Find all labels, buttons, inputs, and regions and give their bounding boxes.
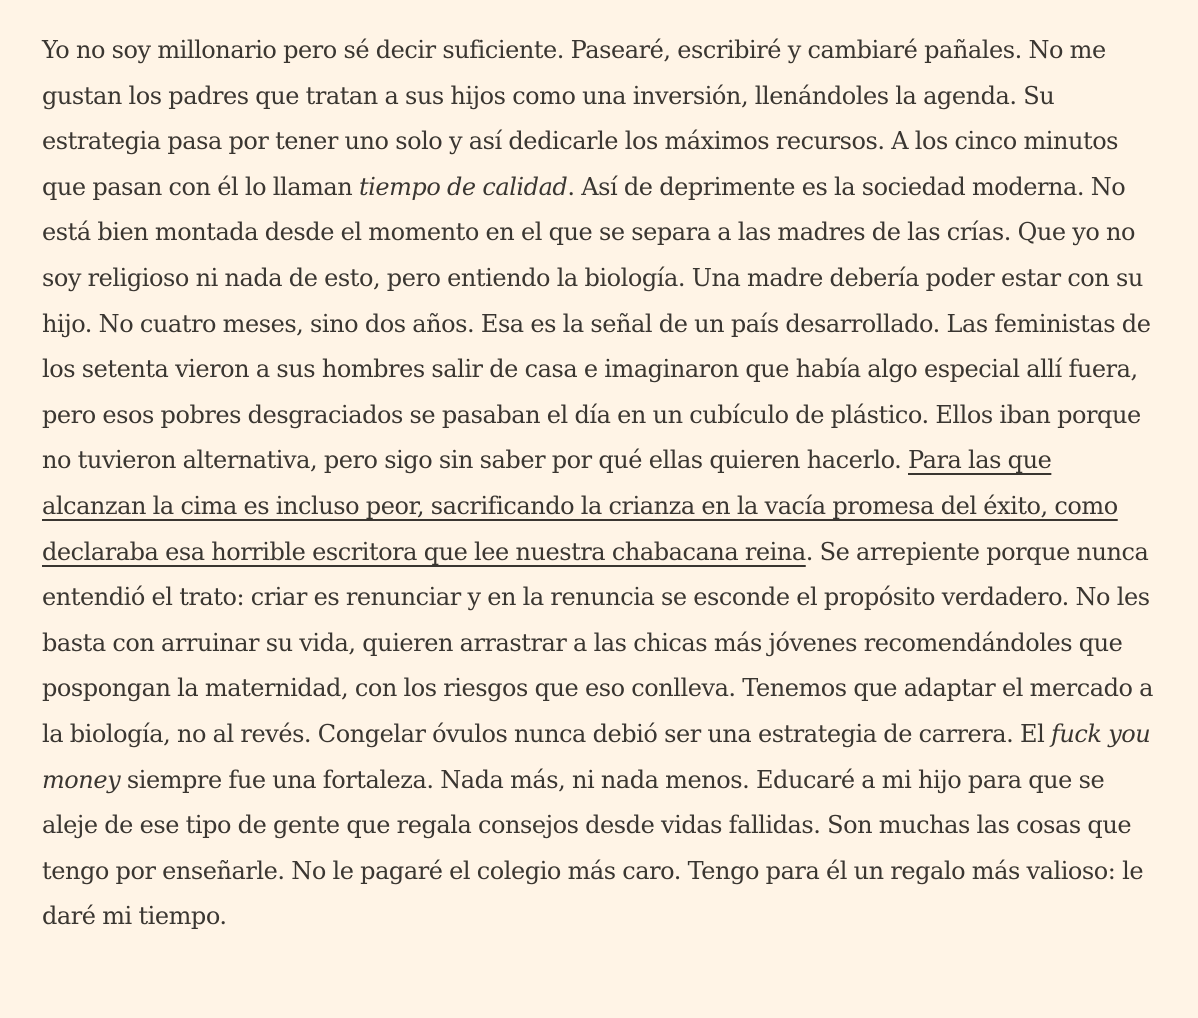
article-paragraph [42,28,1156,940]
text-segment: . Así de deprimente es la sociedad moderna. No está bien montada desde el momento en el que se separa a las madres de las crías. Que yo no soy religioso ni nada de esto, pero entiendo la biología. Una madre debería poder estar con su hijo. No cuatro meses, sino dos años. Esa es la señal de un país desarrollado. Las feministas de los setenta vieron a sus hombres salir de casa e imaginaron que había algo especial allí fuera, pero esos pobres desgraciados se pasaban el día en un cubículo de plástico. Ellos iban porque no tuvieron alternativa, pero sigo sin saber por qué ellas quieren hacerlo. [42,172,1151,475]
text-segment: Yo no soy millonario pero sé decir suficiente. Pasearé, escribiré y cambiaré pañales. No me gustan los padres que tratan a sus hijos como una inversión, llenándoles la agenda. Su estrategia pasa por tener uno solo y así dedicarle los máximos recursos. A los cinco minutos que pasan con él lo llaman [42,36,1119,201]
inline-link-escritora[interactable]: Para las que alcanzan la cima es incluso peor, sacrificando la crianza en la vacía promesa del éxito, como declaraba esa horrible escritora que lee nuestra chabacana reina [42,446,1118,566]
italic-phrase-fuck-you-money: fuck you money [42,719,1151,794]
italic-phrase-tiempo-de-calidad: tiempo de calidad [358,172,568,201]
text-segment: . Se arrepiente porque nunca entendió el trato: criar es renunciar y en la renuncia se esconde el propósito verdadero. No les basta con arruinar su vida, quieren arrastrar a las chicas más jóvenes recomendándoles que pospongan la maternidad, con los riesgos que eso conlleva. Tenemos que adaptar el mercado a la biología, no al revés. Congelar óvulos nunca debió ser una estrategia de carrera. El [42,537,1154,748]
text-segment: siempre fue una fortaleza. Nada más, ni nada menos. Educaré a mi hijo para que se aleje de ese tipo de gente que regala consejos desde vidas fallidas. Son muchas las cosas que tengo por enseñarle. No le pagaré el colegio más caro. Tengo para él un regalo más valioso: le daré mi tiempo. [42,765,1144,931]
